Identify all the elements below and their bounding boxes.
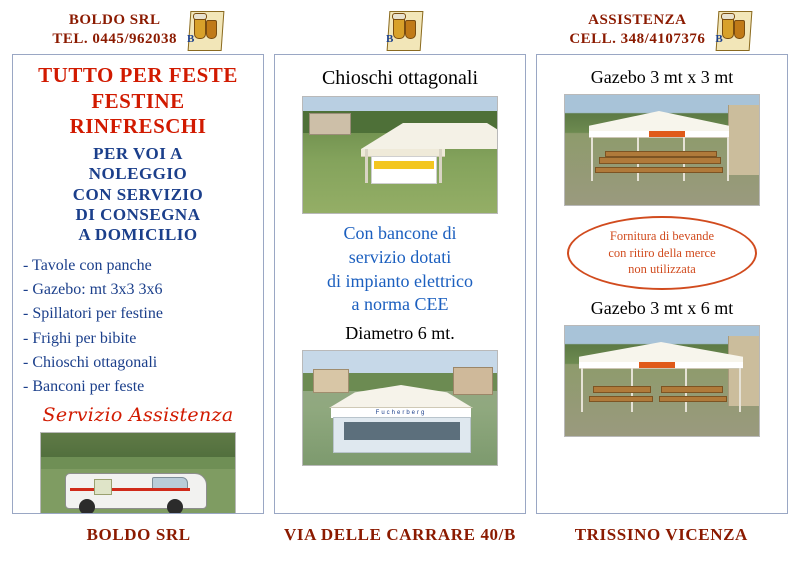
gazebo-canopy-shape	[589, 111, 729, 131]
stamp-line1: Fornitura di bevande	[609, 228, 715, 243]
bench-table-back	[605, 151, 717, 157]
list-item: - Chioschi ottagonali	[23, 354, 158, 372]
gazebo-valance-shape	[589, 131, 729, 138]
logo-letter: B	[187, 33, 195, 45]
photo-building-right	[453, 367, 493, 395]
gazebo-brand-logo	[649, 131, 685, 137]
logo-letter: B	[715, 33, 723, 45]
beverage-supply-stamp	[567, 216, 757, 290]
service-assistance-script: Servizio Assistenza	[42, 403, 234, 426]
bench-table	[593, 386, 651, 393]
van-wheel-rear	[167, 499, 183, 514]
octagon-body-shape	[333, 417, 471, 453]
logo-glass-shape	[393, 17, 405, 39]
list-item: - Spillatori per festine	[23, 305, 163, 323]
logo-glass2-shape	[206, 20, 217, 39]
gazebo-valance-shape	[579, 362, 743, 369]
tent-leg	[365, 149, 368, 183]
stamp-line2: con ritiro della merce	[608, 245, 716, 260]
panel1-subtitle	[21, 144, 255, 246]
gazebo-3x3-photo	[564, 94, 760, 206]
company-phone: TEL. 0445/962038	[52, 31, 177, 47]
header-right-text	[569, 11, 705, 49]
tent-leg	[439, 149, 442, 183]
panel2-diameter: Diametro 6 mt.	[345, 323, 455, 343]
panel2-desc-line3: di impianto elettrico	[327, 270, 473, 291]
photo-hedge	[41, 457, 235, 469]
logo-cap-shape	[721, 13, 735, 20]
kiosk-brand-text: Fucherberg	[375, 410, 427, 416]
panel2-desc-line1: Con bancone di	[343, 223, 457, 243]
logo-letter: B	[385, 33, 394, 45]
panel3-title-3x6: Gazebo 3 mt x 6 mt	[590, 298, 734, 318]
octagonal-kiosk-photo	[302, 350, 498, 466]
photo-wall	[728, 336, 759, 406]
panel1-sub-line2: NOLEGGIO	[88, 164, 188, 184]
gazebo-leg	[739, 368, 741, 412]
panel1-sub-line1: PER VOI A	[93, 143, 183, 163]
list-item: - Tavole con panche	[23, 256, 152, 274]
list-item: - Gazebo: mt 3x3 3x6	[23, 281, 163, 299]
gazebo-leg	[591, 137, 593, 181]
assistance-label: ASSISTENZA	[588, 12, 687, 29]
list-item: - Banconi per feste	[23, 378, 145, 396]
panel2-desc-line4: a norma CEE	[351, 294, 449, 315]
logo-glass2-shape	[734, 20, 745, 39]
header-right	[531, 6, 792, 54]
logo-cap-shape	[193, 13, 207, 20]
photo-wall	[728, 105, 759, 175]
gazebo-3x6-photo	[564, 325, 760, 437]
gazebo-leg	[581, 368, 583, 412]
gazebo-brand-logo	[639, 362, 675, 368]
header	[8, 6, 792, 54]
stamp-text	[608, 228, 715, 279]
header-left	[8, 6, 269, 54]
octagon-interior-shape	[344, 422, 460, 440]
bench-table	[599, 157, 721, 164]
footer-address: VIA DELLE CARRARE 40/B	[284, 525, 516, 544]
bench-table	[661, 386, 723, 393]
logo-glass2-shape	[405, 20, 416, 39]
footer-company: BOLDO SRL	[86, 525, 191, 544]
panel-kiosks	[274, 54, 526, 514]
panel-gazebos	[536, 54, 788, 514]
logo-glass-shape	[722, 17, 734, 39]
list-item: - Frighi per bibite	[23, 329, 137, 347]
panel1-sub-line4: DI CONSEGNA	[75, 205, 201, 224]
gazebo-canopy-shape	[579, 342, 743, 362]
tent-roof-shape	[361, 123, 498, 149]
bench-seat	[595, 167, 723, 173]
stamp-line3: non utilizzata	[628, 262, 696, 277]
van-stripe-shape	[70, 488, 190, 491]
brand-logo-icon	[185, 9, 225, 51]
bench-seat	[589, 396, 653, 402]
panel1-title	[21, 63, 255, 140]
delivery-van-photo	[40, 432, 236, 514]
footer	[8, 514, 792, 556]
photo-building-left	[313, 369, 349, 393]
panel2-title: Chioschi ottagonali	[321, 67, 479, 89]
footer-city: TRISSINO VICENZA	[574, 525, 748, 544]
panels-container	[8, 54, 792, 514]
panel1-sub-line5: A DOMICILIO	[78, 225, 198, 245]
company-name: BOLDO SRL	[68, 12, 161, 29]
panel-services	[12, 54, 264, 514]
logo-cap-shape	[392, 13, 406, 20]
panel1-title-line2: FESTINE	[91, 88, 185, 113]
panel2-description	[283, 222, 517, 317]
panel1-title-line1: TUTTO PER FESTE	[38, 63, 238, 87]
kiosk-white-tent-photo	[302, 96, 498, 214]
logo-glass-shape	[194, 17, 206, 39]
brand-logo-icon-right	[713, 9, 753, 51]
van-wheel-front	[79, 499, 95, 514]
assistance-phone: CELL. 348/4107376	[569, 31, 706, 47]
kiosk-counter-shape	[371, 156, 437, 184]
gazebo-leg	[727, 137, 729, 181]
panel1-sub-line3: CON SERVIZIO	[72, 184, 204, 204]
bench-seat	[659, 396, 727, 402]
brand-logo-icon-center	[384, 9, 424, 51]
header-center	[269, 6, 530, 54]
panel2-desc-line2: servizio dotati	[348, 246, 452, 267]
header-left-text	[52, 11, 177, 49]
services-list	[23, 254, 255, 400]
van-logo-shape	[94, 479, 112, 495]
counter-band-shape	[374, 161, 434, 169]
panel3-title-3x3: Gazebo 3 mt x 3 mt	[590, 67, 734, 87]
panel1-title-line3: RINFRESCHI	[69, 114, 207, 139]
photo-building	[309, 113, 351, 135]
